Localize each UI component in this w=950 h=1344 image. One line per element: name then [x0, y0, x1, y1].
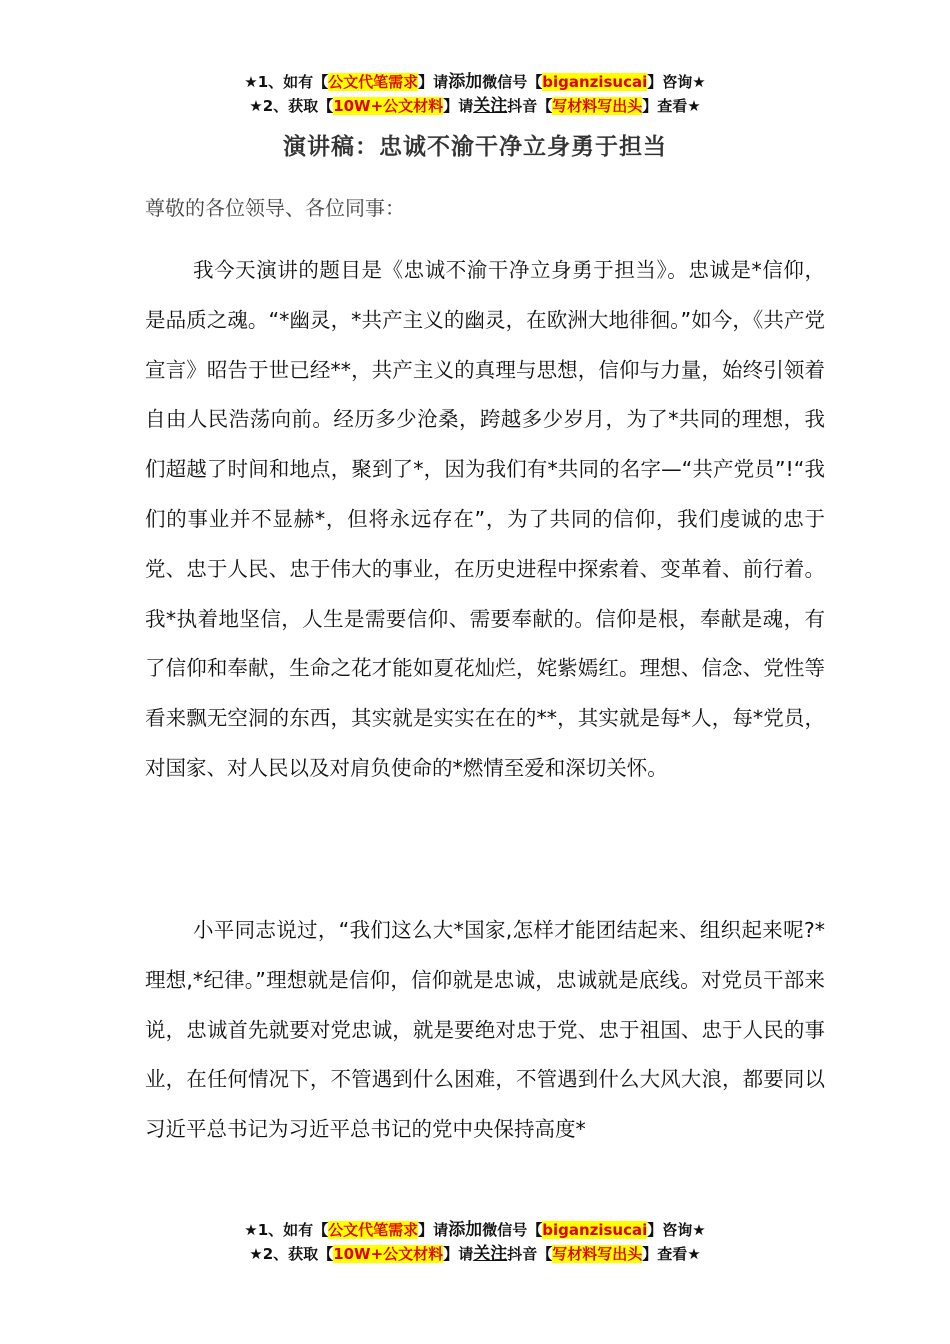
promo-text: 】查看★ [642, 1245, 701, 1263]
promo-text: 】咨询★ [647, 73, 706, 91]
promo-line-1 [0, 1218, 950, 1242]
promo-text: ★1、如有【 [244, 73, 329, 91]
promo-text: 】咨询★ [647, 1221, 706, 1239]
promo-emphasis: 添加 [448, 1220, 483, 1240]
promo-emphasis: 关注 [473, 1244, 508, 1264]
promo-highlight-douyin: 写材料写出头 [552, 97, 643, 115]
promo-text: 】请 [418, 1221, 449, 1239]
promo-text: ★1、如有【 [244, 1221, 329, 1239]
promo-highlight-wechat-id: biganzisucai [542, 73, 648, 91]
promo-text: 抖音【 [507, 1245, 553, 1263]
promo-text: 微信号【 [482, 73, 543, 91]
promo-text: 】请 [443, 1245, 474, 1263]
promo-text: 】查看★ [642, 97, 701, 115]
promo-text: 微信号【 [482, 1221, 543, 1239]
promo-line-2 [0, 1242, 950, 1266]
promo-emphasis: 关注 [473, 96, 508, 116]
promo-text: 】请 [418, 73, 449, 91]
promo-highlight-douyin: 写材料写出头 [552, 1245, 643, 1263]
salutation: 尊敬的各位领导、各位同事： [145, 196, 405, 220]
promo-highlight: 公文代笔需求 [328, 1221, 419, 1239]
footer-promo-banner [0, 1218, 950, 1266]
promo-highlight: 10W+公文材料 [333, 97, 444, 115]
promo-highlight: 10W+公文材料 [333, 1245, 444, 1263]
promo-text: 】请 [443, 97, 474, 115]
promo-highlight: 公文代笔需求 [328, 73, 419, 91]
body-paragraph-1: 我今天演讲的题目是《忠诚不渝干净立身勇于担当》。忠诚是*信仰，是品质之魂。“*幽灵，*共产主义的幽灵，在欧洲大地徘徊。”如今，《共产党宣言》昭告于世已经**，共产主义的真理与思想，信仰与力量，始终引领着自由人民浩荡向前。经历多少沧桑，跨越多少岁月，为了*共同的理想，我们超越了时间和地点，聚到了*，因为我们有*共同的名字—“共产党员”!“我们的事业并不显赫*，但将永远存在”，为了共同的信仰，我们虔诚的忠于党、忠于人民、忠于伟大的事业，在历史进程中探索着、变革着、前行着。我*执着地坚信，人生是需要信仰、需要奉献的。信仰是根，奉献是魂，有了信仰和奉献，生命之花才能如夏花灿烂，姹紫嫣红。理想、信念、党性等看来飘无空洞的东西，其实就是实实在在的**，其实就是每*人，每*党员，对国家、对人民以及对肩负使命的*燃情至爱和深切关怀。 [145, 258, 825, 780]
promo-line-2 [0, 94, 950, 118]
promo-text: ★2、获取【 [249, 1245, 334, 1263]
promo-text: 抖音【 [507, 97, 553, 115]
document-title: 演讲稿：忠诚不渝干净立身勇于担当 [283, 134, 667, 160]
promo-line-1 [0, 70, 950, 94]
promo-highlight-wechat-id: biganzisucai [542, 1221, 648, 1239]
body-paragraph-2: 小平同志说过，“我们这么大*国家,怎样才能团结起来、组织起来呢?*理想,*纪律。”理想就是信仰，信仰就是忠诚，忠诚就是底线。对党员干部来说，忠诚首先就要对党忠诚，就是要绝对忠于党、忠于祖国、忠于人民的事业，在任何情况下，不管遇到什么困难，不管遇到什么大风大浪，都要同以习近平总书记为习近平总书记的党中央保持高度* [145, 918, 825, 1142]
promo-text: ★2、获取【 [249, 97, 334, 115]
header-promo-banner [0, 70, 950, 118]
promo-emphasis: 添加 [448, 72, 483, 92]
